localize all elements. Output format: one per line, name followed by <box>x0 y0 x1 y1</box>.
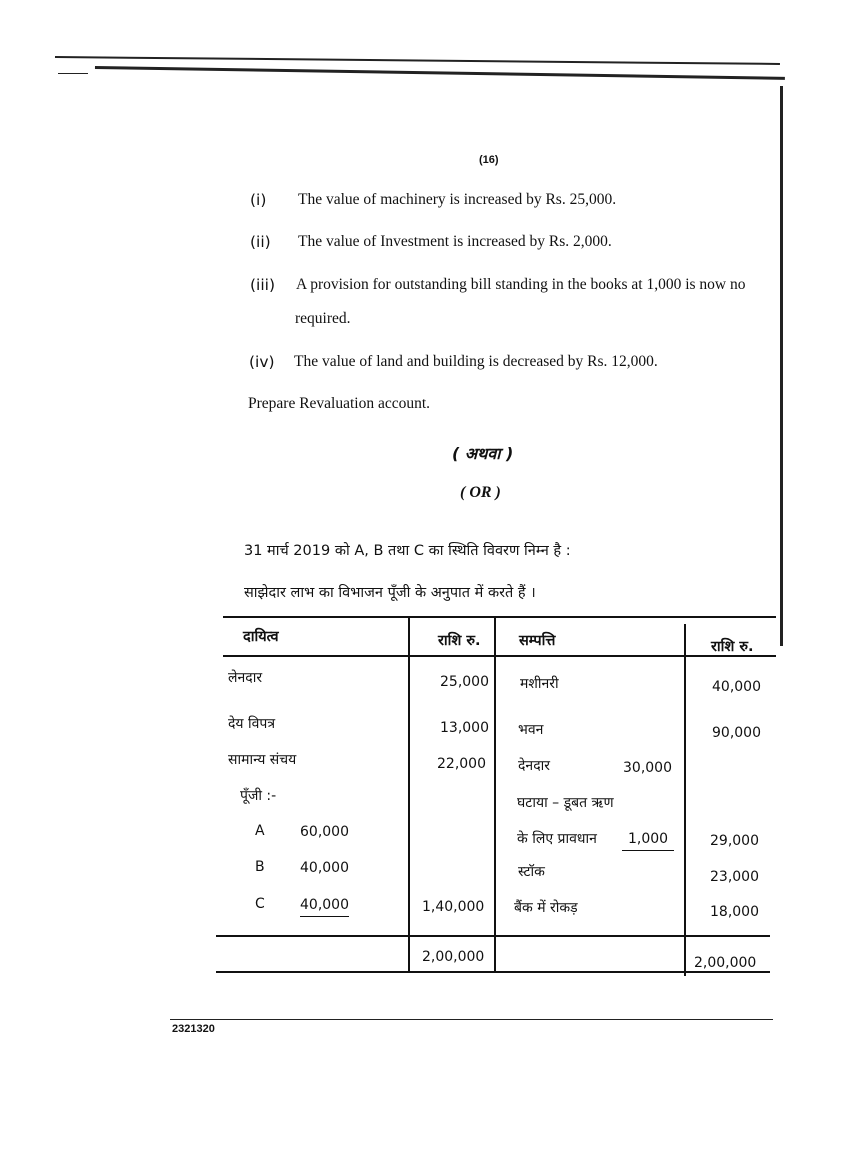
top-rule <box>95 66 785 80</box>
provision-amount: 1,000 <box>622 831 674 851</box>
partner-capital: 40,000 <box>300 897 349 917</box>
asset-label: बैंक में रोकड़ <box>514 900 578 916</box>
item-number: (ii) <box>250 233 271 251</box>
item-text: The value of Investment is increased by Rs. 2,000. <box>298 233 612 250</box>
item-number: (iv) <box>249 353 275 371</box>
debtors-amount: 30,000 <box>623 760 672 776</box>
table-top-rule <box>223 616 776 618</box>
question-intro: साझेदार लाभ का विभाजन पूँजी के अनुपात में करते हैं । <box>244 585 536 601</box>
document-code: 2321320 <box>172 1023 215 1035</box>
header-liabilities: दायित्व <box>243 629 279 645</box>
item-text: A provision for outstanding bill standing in the books at 1,000 is now no <box>296 276 746 293</box>
footer-rule <box>170 1019 773 1020</box>
liability-amount: 25,000 <box>440 674 489 690</box>
asset-label: भवन <box>518 722 544 738</box>
item-text: The value of machinery is increased by Rs. 25,000. <box>298 191 617 208</box>
item-text-continuation: required. <box>295 310 351 327</box>
or-english: ( OR ) <box>460 484 501 501</box>
provision-label: के लिए प्रावधान <box>517 831 597 847</box>
header-amount: राशि रु. <box>711 639 754 655</box>
item-number: (i) <box>250 191 267 209</box>
asset-amount: 40,000 <box>712 679 761 695</box>
top-rule <box>58 73 88 74</box>
capital-total: 1,40,000 <box>422 899 485 915</box>
item-number: (iii) <box>250 276 276 294</box>
liability-amount: 22,000 <box>437 756 486 772</box>
page-number: (16) <box>479 154 499 166</box>
asset-amount: 18,000 <box>710 904 759 920</box>
or-hindi: ( अथवा ) <box>452 444 514 463</box>
asset-label: स्टॉक <box>518 864 545 880</box>
liability-label: सामान्य संचय <box>228 752 297 768</box>
total-bottom-rule <box>216 971 770 973</box>
partner-name: A <box>255 823 265 839</box>
liability-amount: 13,000 <box>440 720 489 736</box>
liability-label: देय विपत्र <box>228 716 276 732</box>
header-assets: सम्पत्ति <box>519 633 556 649</box>
less-line: घटाया – डूबत ऋण <box>517 795 614 811</box>
question-intro: 31 मार्च 2019 को A, B तथा C का स्थिति विवरण निम्न है : <box>244 543 571 559</box>
capital-label: पूँजी :- <box>240 788 277 804</box>
asset-amount: 29,000 <box>710 833 759 849</box>
top-rule <box>55 56 780 65</box>
partner-capital: 60,000 <box>300 824 349 840</box>
total-top-rule <box>216 935 770 937</box>
liabilities-total: 2,00,000 <box>422 949 485 965</box>
partner-name: B <box>255 859 265 875</box>
partner-capital: 40,000 <box>300 860 349 876</box>
assets-total: 2,00,000 <box>694 955 757 971</box>
column-rule <box>494 616 496 971</box>
liability-label: लेनदार <box>228 670 263 686</box>
page-edge <box>780 86 783 646</box>
header-amount: राशि रु. <box>438 633 481 649</box>
partner-name: C <box>255 896 265 912</box>
instruction: Prepare Revaluation account. <box>248 395 431 412</box>
asset-amount: 23,000 <box>710 869 759 885</box>
header-rule <box>223 655 776 657</box>
item-text: The value of land and building is decreased by Rs. 12,000. <box>294 353 658 370</box>
asset-amount: 90,000 <box>712 725 761 741</box>
asset-label: देनदार <box>518 758 550 774</box>
column-rule <box>408 616 410 971</box>
asset-label: मशीनरी <box>520 676 559 692</box>
column-rule <box>684 624 686 976</box>
